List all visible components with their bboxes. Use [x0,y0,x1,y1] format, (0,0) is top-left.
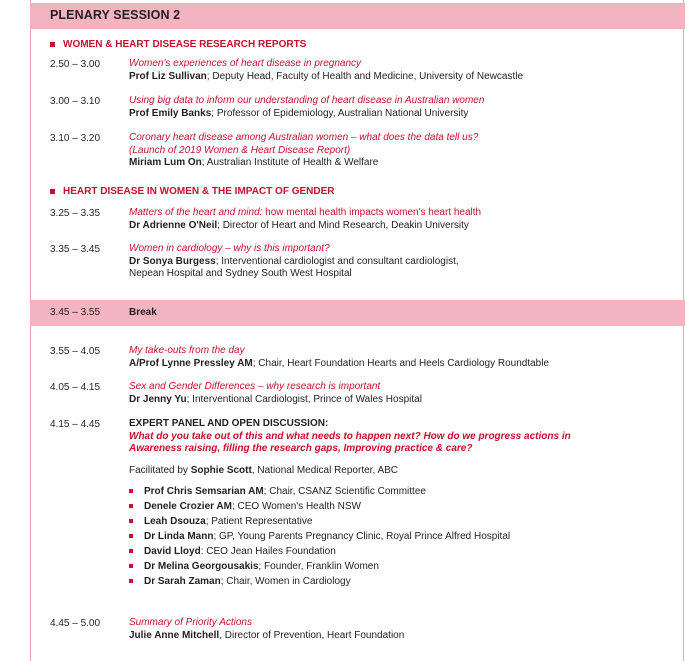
square-bullet-icon [129,579,133,583]
break-label: Break [129,307,157,318]
program-item [129,132,674,170]
break-band [30,300,685,326]
square-bullet-icon [129,534,133,538]
panelist-role: ; Founder, Franklin Women [258,561,379,572]
speaker-role: , Director of Prevention, Heart Foundation [219,629,405,641]
panelist-role: ; Chair, Women in Cardiology [220,576,351,587]
panelist-name: Dr Linda Mann [144,531,214,542]
section-heading-gender [50,186,335,197]
panelist-name: Dr Sarah Zaman [144,576,221,587]
panelist-role: ; Patient Representative [205,516,313,527]
speaker-role: ; Interventional Cardiologist, Prince of Wales Hospital [186,393,422,405]
talk-title: Using big data to inform our understanding of heart disease in Australian women [129,95,485,106]
panelist-item [129,484,674,499]
item-time: 3.25 – 3.35 [50,208,101,219]
item-time: 3.00 – 3.10 [50,96,101,107]
session-header-band [30,3,685,29]
program-item [129,243,674,281]
speaker-line [129,394,674,407]
talk-title: Summary of Priority Actions [129,617,252,628]
speaker-role: ; Deputy Head, Faculty of Health and Medicine, University of Newcastle [206,70,524,82]
speaker-role-continued: Nepean Hospital and Sydney South West Hospital [129,268,352,279]
square-bullet-icon [129,519,133,523]
speaker-line [129,157,674,170]
talk-title-italic: Matters of the heart and mind: [129,207,263,218]
speaker-line [129,71,674,84]
square-bullet-icon [50,189,55,194]
talk-title: Sex and Gender Differences – why research is important [129,381,381,392]
section-heading-research [50,39,306,50]
program-item [129,58,674,83]
square-bullet-icon [129,489,133,493]
program-item [129,381,674,406]
speaker-line [129,220,674,233]
panelist-item [129,559,674,574]
panelist-item [129,574,674,589]
speaker-name: Prof Liz Sullivan [129,70,207,82]
square-bullet-icon [129,549,133,553]
section-title: HEART DISEASE IN WOMEN & THE IMPACT OF GENDER [63,186,335,197]
panel-question-line: Awareness raising, filling the research gaps, Improving practice & care? [129,443,473,454]
facilitator-name: Sophie Scott [190,464,252,476]
panelist-name: David Lloyd [144,546,201,557]
panelist-role: ; GP, Young Parents Pregnancy Clinic, Royal Prince Alfred Hospital [213,531,511,542]
item-time: 3.35 – 3.45 [50,244,101,255]
item-time: 2.50 – 3.00 [50,59,101,70]
speaker-name: Dr Jenny Yu [129,393,187,405]
panelist-item [129,544,674,559]
item-time: 4.45 – 5.00 [50,618,101,629]
talk-title: Coronary heart disease among Australian women – what does the data tell us? [129,132,479,143]
speaker-name: Julie Anne Mitchell [129,629,220,641]
session-title: PLENARY SESSION 2 [50,8,181,22]
speaker-role: ; Professor of Epidemiology, Australian National University [211,107,469,119]
item-time: 4.05 – 4.15 [50,382,101,393]
speaker-name: Prof Emily Banks [129,107,212,119]
program-item [129,345,674,370]
speaker-role: ; Interventional cardiologist and consultant cardiologist, [215,255,459,267]
break-time: 3.45 – 3.55 [50,307,101,318]
panelist-item [129,499,674,514]
talk-title: Women in cardiology – why is this important? [129,243,330,254]
speaker-line [129,630,674,643]
panelist-name: Leah Dsouza [144,516,206,527]
panel-title: EXPERT PANEL AND OPEN DISCUSSION: [129,418,329,429]
square-bullet-icon [129,504,133,508]
speaker-name: A/Prof Lynne Pressley AM [129,357,253,369]
item-time: 3.55 – 4.05 [50,346,101,357]
panelist-item [129,529,674,544]
speaker-name: Miriam Lum On [129,157,202,168]
talk-title-line [129,207,674,220]
speaker-name: Dr Sonya Burgess [129,255,216,267]
panel-time: 4.15 – 4.45 [50,419,101,430]
panelist-role: ; Chair, CSANZ Scientific Committee [263,486,426,497]
program-item [129,617,674,642]
item-time: 3.10 – 3.20 [50,133,101,144]
panelist-item [129,514,674,529]
speaker-line [129,358,674,371]
section-title: WOMEN & HEART DISEASE RESEARCH REPORTS [63,39,307,50]
speaker-name: Dr Adrienne O'Neil [129,219,218,231]
panelist-name: Denele Crozier AM [144,501,232,512]
talk-title: My take-outs from the day [129,345,245,356]
program-item [129,207,674,232]
panelist-name: Dr Melina Georgousakis [144,561,259,572]
program-item [129,95,674,120]
panelist-role: ; CEO Women's Health NSW [231,501,361,512]
talk-title-rest: how mental health impacts women's heart health [262,207,482,218]
facilitator-role: , National Medical Reporter, ABC [251,464,399,476]
square-bullet-icon [50,42,55,47]
speaker-line [129,256,674,269]
panelist-name: Prof Chris Semsarian AM [144,486,264,497]
panelist-list [129,484,674,589]
speaker-role: ; Australian Institute of Health & Welfare [201,157,379,168]
talk-subtitle: (Launch of 2019 Women & Heart Disease Report) [129,144,351,156]
panelist-role: : CEO Jean Hailes Foundation [200,546,336,557]
speaker-role: ; Director of Heart and Mind Research, Deakin University [217,219,469,231]
speaker-role: ; Chair, Heart Foundation Hearts and Heels Cardiology Roundtable [252,357,550,369]
facilitator-line [129,465,674,478]
facilitator-prefix: Facilitated by [129,464,191,476]
square-bullet-icon [129,564,133,568]
panel-question-line: What do you take out of this and what needs to happen next? How do we progress actions in [129,430,571,442]
talk-title: Women's experiences of heart disease in pregnancy [129,58,362,69]
speaker-line [129,108,674,121]
panel-discussion [129,418,674,589]
